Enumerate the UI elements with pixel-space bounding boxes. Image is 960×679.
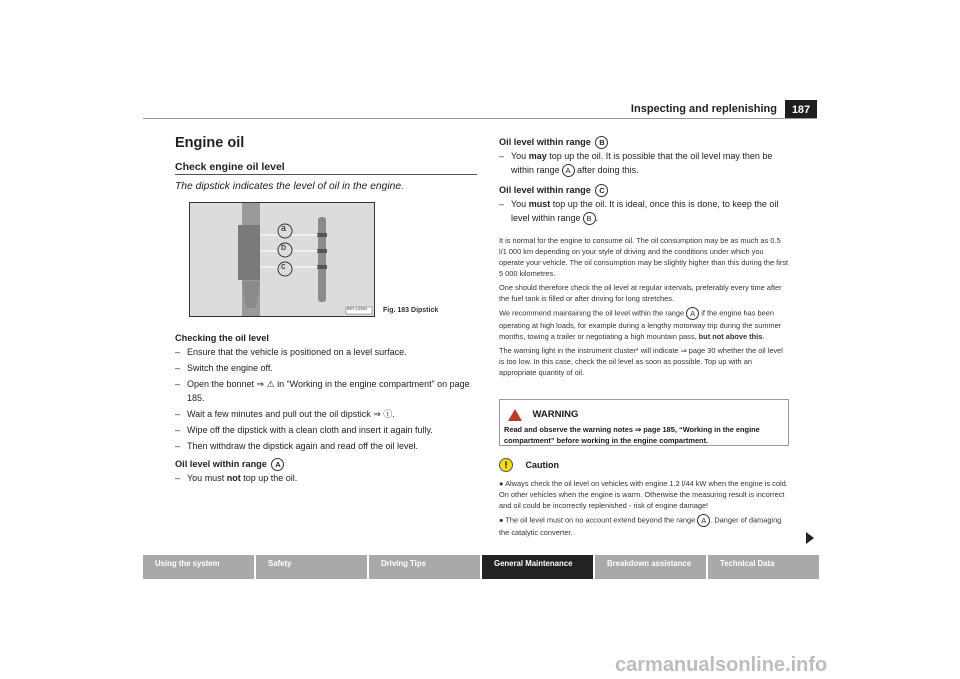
range-a-text-pre: You must bbox=[187, 473, 227, 484]
info-para-4: The warning light in the instrument cluster* will indicate ⇒ page 30 whether the oil level is too low. In this case, check the oil level as soon as possible. Top up with an appropriate quantity of oil. bbox=[499, 346, 783, 377]
range-a-heading: Oil level within range bbox=[175, 459, 267, 469]
figure-label-a: a bbox=[281, 223, 287, 233]
range-b-end: after doing this. bbox=[574, 165, 639, 176]
section-heading: Engine oil bbox=[175, 135, 245, 151]
caution-item-2 bbox=[499, 514, 789, 538]
caution-section bbox=[499, 456, 789, 538]
figure-label-b: b bbox=[281, 242, 287, 252]
range-a-text-post: top up the oil. bbox=[240, 473, 298, 484]
checking-heading: Checking the oil level bbox=[175, 333, 269, 343]
tab-using-the-system[interactable]: Using the system bbox=[143, 555, 254, 579]
range-a-heading-row bbox=[175, 457, 477, 471]
range-b-badge2: A bbox=[562, 164, 575, 177]
info-para-1: It is normal for the engine to consume oil. The oil consumption may be as much as 0.5 l/1 000 km depending on your style of driving and the conditions under which you operate your vehicle. The oil consumption may be slightly higher than this during the first 5 000 kilometres. bbox=[499, 236, 789, 278]
caution-title: Caution bbox=[525, 459, 559, 470]
range-c-badge: C bbox=[595, 184, 608, 197]
range-b-badge: B bbox=[595, 136, 608, 149]
step-1: – Ensure that the vehicle is positioned on a level surface. bbox=[175, 345, 477, 359]
para3-bold: but not above this bbox=[698, 332, 763, 341]
range-c-heading: Oil level within range bbox=[499, 185, 591, 196]
checking-section bbox=[175, 331, 477, 485]
watermark: carmanualsonline.info bbox=[615, 654, 828, 676]
page-number: 187 bbox=[785, 100, 817, 119]
tab-breakdown-assistance[interactable]: Breakdown assistance bbox=[595, 555, 706, 579]
range-b-bold: may bbox=[528, 151, 547, 162]
header-title: Inspecting and replenishing bbox=[630, 103, 777, 115]
info-para-3 bbox=[499, 307, 789, 342]
warning-box bbox=[499, 399, 789, 446]
figure-label-c: c bbox=[281, 261, 286, 271]
caution-item-1 bbox=[499, 478, 789, 511]
tab-driving-tips[interactable]: Driving Tips bbox=[369, 555, 480, 579]
range-c-step bbox=[499, 197, 789, 225]
step-4: – Wait a few minutes and pull out the oil dipstick ⇒ ⓘ. bbox=[175, 407, 477, 421]
step-6: – Then withdraw the dipstick again and read off the oil level. bbox=[175, 439, 477, 453]
warning-header bbox=[508, 406, 578, 424]
warning-triangle-icon bbox=[508, 409, 522, 421]
range-b-heading-row bbox=[499, 135, 789, 149]
caution-2-post: . Danger of damaging the catalytic converter. bbox=[499, 515, 782, 537]
dipstick-illustration bbox=[190, 203, 374, 316]
range-c-bold: must bbox=[528, 199, 551, 210]
para3-mid: if the engine has been operating at high loads, for example during a lengthy motorway trip during the summer months, towing a trailer or negotiating a high mountain pass, bbox=[499, 308, 782, 341]
info-para-2: One should therefore check the oil level at regular intervals, preferably every time after the fuel tank is filled or after driving for long stretches. bbox=[499, 283, 782, 303]
info-paragraphs bbox=[499, 235, 789, 378]
caution-2-pre: The oil level must on no account extend beyond the range bbox=[505, 515, 696, 525]
dipstick-figure bbox=[189, 202, 375, 317]
range-c-end: . bbox=[595, 213, 599, 224]
warning-text: Read and observe the warning notes ⇒ page 185, “Working in the engine compartment” before working in the engine compartment. bbox=[504, 425, 760, 445]
range-c-pre: You bbox=[511, 199, 529, 210]
range-b-post: top up the oil. It is possible that the oil level may then be within range bbox=[511, 151, 773, 176]
footer-nav bbox=[143, 555, 821, 579]
step-5: – Wipe off the dipstick with a clean cloth and insert it again fully. bbox=[175, 423, 477, 437]
caution-2-badge: A bbox=[697, 514, 710, 527]
range-b-step bbox=[499, 149, 789, 177]
header-rule bbox=[143, 118, 817, 119]
range-b-heading: Oil level within range bbox=[499, 137, 591, 147]
figure-caption: Fig. 183 Dipstick bbox=[383, 307, 439, 314]
range-c-badge2: B bbox=[583, 212, 596, 225]
warning-title: WARNING bbox=[532, 409, 579, 421]
tab-safety[interactable]: Safety bbox=[256, 555, 367, 579]
caution-header bbox=[499, 456, 789, 474]
range-c-heading-row bbox=[499, 183, 789, 197]
range-c-post: top up the oil. It is ideal, once this is done, to keep the oil level within range bbox=[511, 199, 779, 224]
range-a-badge: A bbox=[271, 458, 284, 471]
caution-bullet-2-icon: ● bbox=[499, 515, 506, 525]
caution-1-text: Always check the oil level on vehicles with engine 1.2 l/44 kW when the engine is cold. On other vehicles when the engine is warm. Otherwise the measuring result is incorrect and oil could be incorrectly replenished - risk of engine damage! bbox=[499, 479, 788, 510]
caution-bullet-1-icon: ● bbox=[499, 479, 506, 488]
subheading: Check engine oil level bbox=[175, 161, 477, 175]
next-page-arrow-icon[interactable] bbox=[806, 532, 814, 544]
range-a-step bbox=[175, 471, 477, 485]
caution-icon: ! bbox=[499, 458, 513, 472]
range-b-pre: You bbox=[511, 151, 529, 162]
step-3: – Open the bonnet ⇒ ⚠ in “Working in the engine compartment” on page 185. bbox=[175, 377, 477, 405]
lead-text: The dipstick indicates the level of oil in the engine. bbox=[175, 181, 404, 192]
tab-general-maintenance[interactable]: General Maintenance bbox=[482, 555, 593, 579]
para3-badge: A bbox=[686, 307, 699, 320]
range-a-text-bold: not bbox=[226, 473, 241, 484]
para3-pre: We recommend maintaining the oil level within the range bbox=[499, 308, 685, 318]
right-column bbox=[499, 135, 789, 225]
para3-end: . bbox=[762, 332, 765, 341]
step-2: – Switch the engine off. bbox=[175, 361, 477, 375]
figure-code: B6Y-1325H bbox=[347, 306, 368, 311]
tab-technical-data[interactable]: Technical Data bbox=[708, 555, 819, 579]
